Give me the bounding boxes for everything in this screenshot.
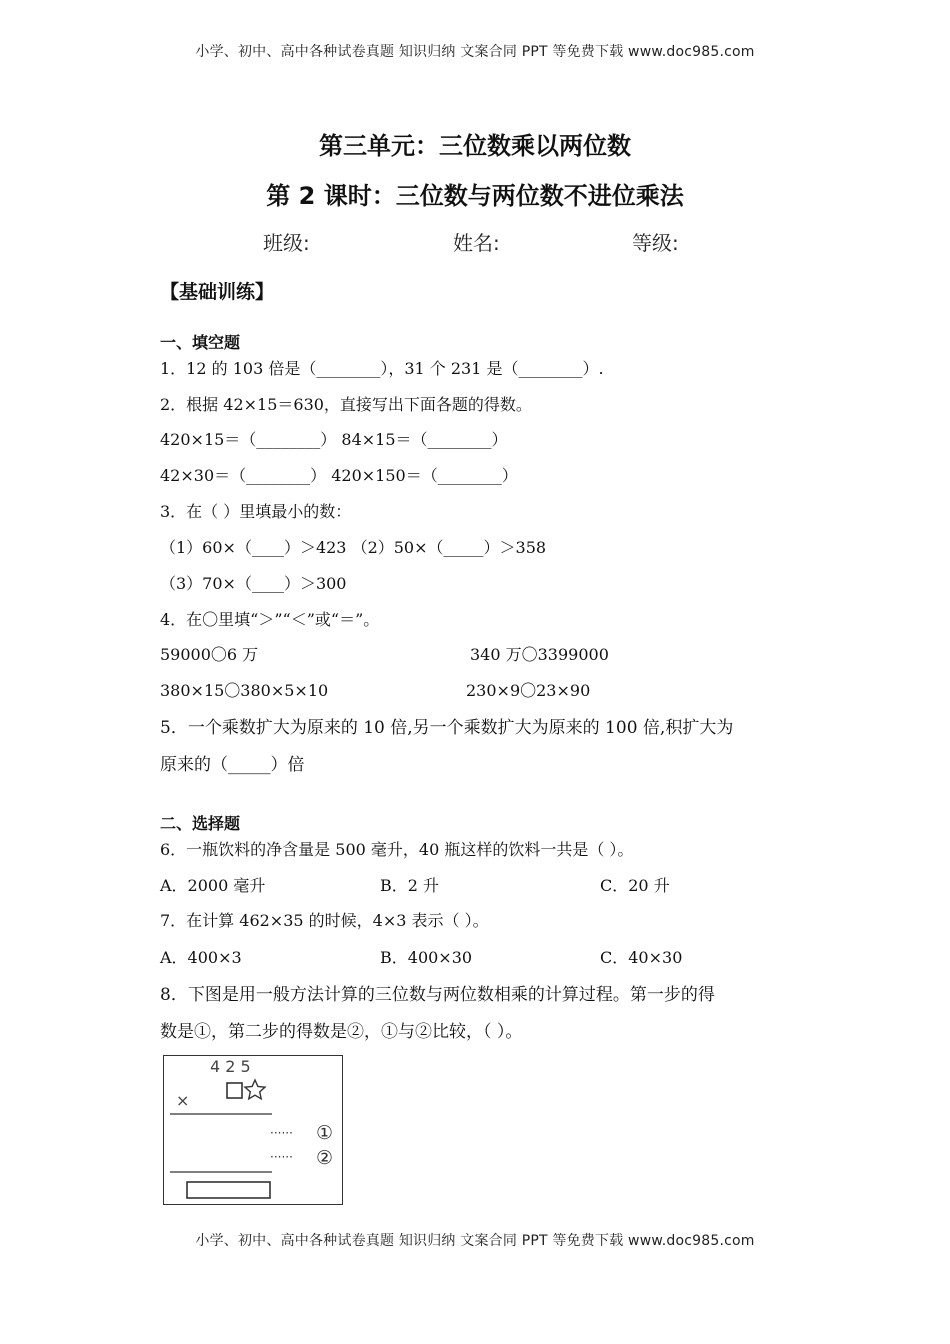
question-7: 7．在计算 462×35 的时候，4×3 表示（ ）。	[160, 911, 489, 930]
choice-heading: 二、选择题	[160, 814, 241, 833]
page-footer: 小学、初中、高中各种试卷真题 知识归纳 文案合同 PPT 等免费下载 www.doc985.com	[195, 1233, 755, 1249]
unit-title: 第三单元：三位数乘以两位数	[319, 132, 631, 160]
question-2-row-1: 420×15＝（________） 84×15＝（________）	[160, 430, 508, 449]
question-5-line-2: 原来的（_____）倍	[160, 755, 305, 775]
question-8-line-1: 8．下图是用一般方法计算的三位数与两位数相乘的计算过程。第一步的得	[160, 985, 715, 1005]
multiplicand-digits: 4 2 5	[210, 1057, 251, 1076]
name-label: 姓名:	[453, 231, 500, 255]
question-6-option-b: B．2 升	[380, 876, 440, 895]
star-icon	[245, 1080, 265, 1099]
compare-c: 380×15〇380×5×10	[160, 681, 329, 700]
question-3-row-1: （1）60×（____）＞423 （2）50×（_____）＞358	[160, 538, 547, 557]
question-7-option-a: A．400×3	[160, 948, 242, 967]
question-7-option-b: B．400×30	[380, 948, 473, 967]
compare-d: 230×9〇23×90	[466, 681, 591, 700]
circled-one: ①	[316, 1122, 334, 1144]
question-2-row-2: 42×30＝（________） 420×150＝（________）	[160, 466, 518, 485]
times-sign: ×	[176, 1091, 190, 1110]
question-6-option-c: C．20 升	[600, 876, 670, 895]
question-2: 2．根据 42×15＝630，直接写出下面各题的得数。	[160, 395, 532, 414]
multiplication-figure	[163, 1055, 343, 1205]
question-1: 1．12 的 103 倍是（________），31 个 231 是（________）.	[160, 359, 604, 378]
class-label: 班级:	[263, 231, 310, 255]
lesson-title: 第 2 课时：三位数与两位数不进位乘法	[266, 182, 684, 210]
circled-two: ②	[316, 1147, 334, 1169]
page-header: 小学、初中、高中各种试卷真题 知识归纳 文案合同 PPT 等免费下载 www.doc985.com	[195, 44, 755, 60]
question-4: 4．在〇里填“＞”“＜”或“＝”。	[160, 610, 380, 629]
question-3: 3．在（ ）里填最小的数：	[160, 502, 352, 521]
question-6-option-a: A．2000 毫升	[160, 876, 266, 895]
multiplication-diagram	[164, 1056, 344, 1206]
square-box-icon	[227, 1083, 242, 1098]
compare-b: 340 万〇3399000	[470, 645, 609, 664]
compare-a: 59000〇6 万	[160, 645, 259, 664]
question-7-option-c: C．40×30	[600, 948, 683, 967]
question-3-row-2: （3）70×（____）＞300	[160, 574, 347, 593]
answer-box	[187, 1182, 270, 1198]
question-8-line-2: 数是①，第二步的得数是②，①与②比较，（ ）。	[160, 1022, 523, 1042]
basic-training-heading: 【基础训练】	[160, 281, 275, 303]
dots-row-2: ······	[270, 1150, 293, 1164]
question-5-line-1: 5．一个乘数扩大为原来的 10 倍,另一个乘数扩大为原来的 100 倍,积扩大为	[160, 718, 734, 738]
question-6: 6．一瓶饮料的净含量是 500 毫升，40 瓶这样的饮料一共是（ ）。	[160, 840, 634, 859]
fill-blank-heading: 一、填空题	[160, 333, 241, 352]
grade-label: 等级:	[632, 231, 679, 255]
dots-row-1: ······	[270, 1126, 293, 1140]
